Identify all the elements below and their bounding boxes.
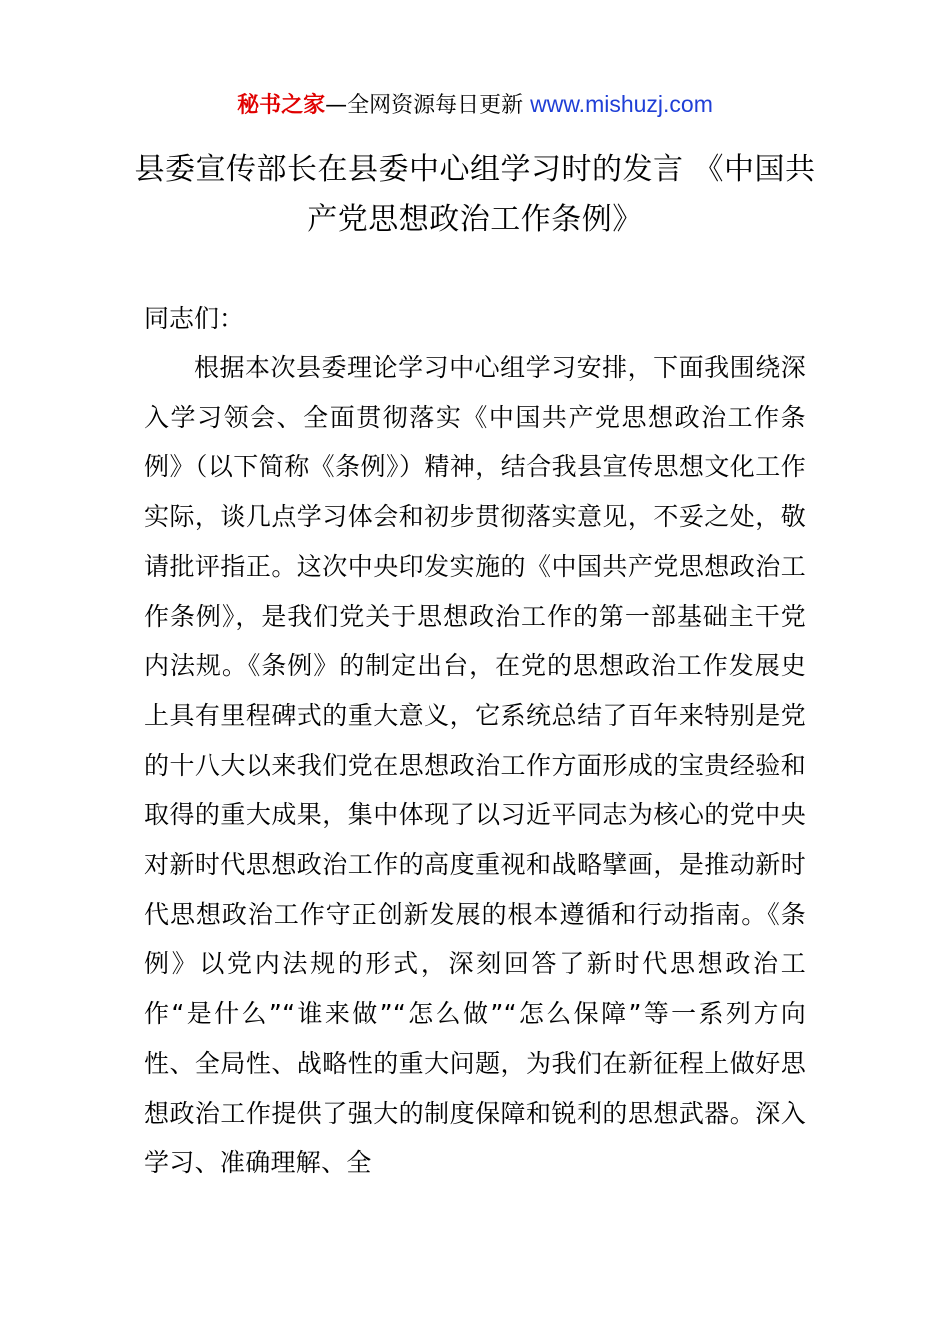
- site-brand: 秘书之家: [237, 93, 326, 118]
- site-tagline: —全网资源每日更新: [325, 93, 524, 118]
- site-header: [0, 88, 950, 122]
- salutation: 同志们：: [144, 304, 245, 333]
- document-title: 县委宣传部长在县委中心组学习时的发言 《中国共产党思想政治工作条例》: [134, 152, 816, 237]
- body-paragraph: 根据本次县委理论学习中心组学习安排，下面我围绕深入学习领会、全面贯彻落实《中国共产党思想政治工作条例》（以下简称《条例》）精神，结合我县宣传思想文化工作实际，谈几点学习体会和初步贯彻落实意见，不妥之处，敬请批评指正。这次中央印发实施的《中国共产党思想政治工作条例》，是我们党关于思想政治工作的第一部基础主干党内法规。《条例》的制定出台，在党的思想政治工作发展史上具有里程碑式的重大意义，它系统总结了百年来特别是党的十八大以来我们党在思想政治工作方面形成的宝贵经验和取得的重大成果，集中体现了以习近平同志为核心的党中央对新时代思想政治工作的高度重视和战略擘画，是推动新时代思想政治工作守正创新发展的根本遵循和行动指南。《条例》以党内法规的形式，深刻回答了新时代思想政治工作“是什么”“谁来做”“怎么做”“怎么保障”等一系列方向性、全局性、战略性的重大问题，为我们在新征程上做好思想政治工作提供了强大的制度保障和锐利的思想武器。深入学习、准确理解、全: [144, 353, 806, 1178]
- site-url-link[interactable]: www.mishuzj.com: [530, 91, 713, 117]
